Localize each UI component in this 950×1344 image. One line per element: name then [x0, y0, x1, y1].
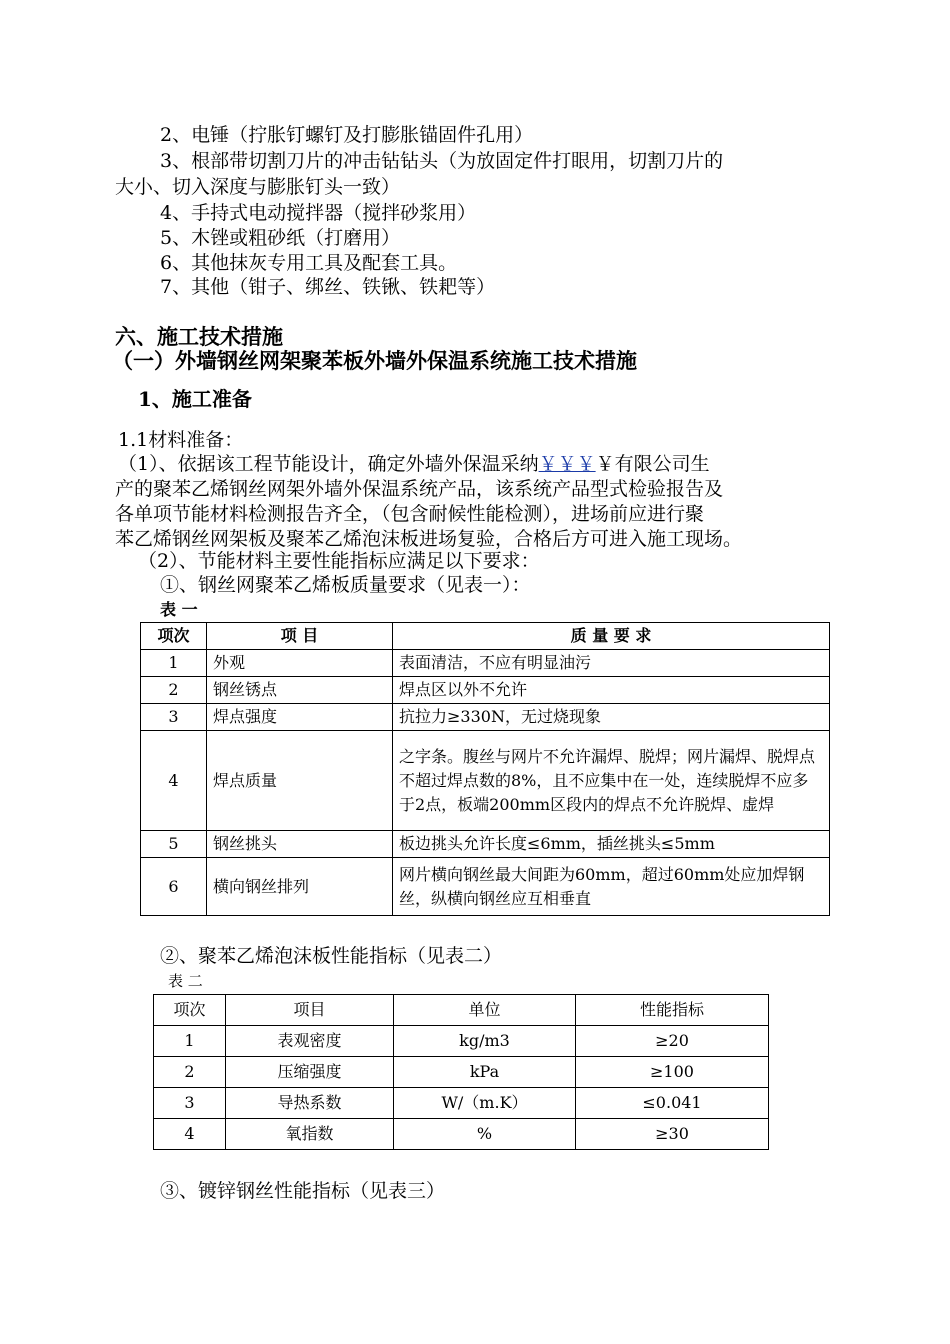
p1-end: ￥有限公司生 — [595, 453, 710, 475]
cell-no: 6 — [141, 858, 207, 916]
cell-value: ≥30 — [576, 1119, 769, 1150]
cell-no: 2 — [141, 677, 207, 704]
header-req: 质 量 要 求 — [393, 623, 830, 650]
cell-item: 压缩强度 — [226, 1057, 394, 1088]
requirement-1: ①、钢丝网聚苯乙烯板质量要求（见表一）： — [160, 574, 531, 596]
header-item: 项目 — [226, 995, 394, 1026]
cell-req: 网片横向钢丝最大间距为60mm，超过60mm处应加焊钢丝，纵横向钢丝应互相垂直 — [393, 858, 830, 916]
cell-req: 表面清洁，不应有明显油污 — [393, 650, 830, 677]
subsection-heading: （一）外墙钢丝网架聚苯板外墙外保温系统施工技术措施 — [112, 348, 637, 373]
cell-req: 抗拉力≥330N，无过烧现象 — [393, 704, 830, 731]
table-row — [141, 650, 830, 677]
table-row — [141, 704, 830, 731]
table-row — [154, 1088, 769, 1119]
cell-req: 焊点区以外不允许 — [393, 677, 830, 704]
table-row — [141, 858, 830, 916]
cell-unit: % — [394, 1119, 576, 1150]
cell-item: 焊点质量 — [207, 731, 393, 831]
section-heading: 六、施工技术措施 — [115, 324, 283, 349]
cell-item: 表观密度 — [226, 1026, 394, 1057]
cell-no: 2 — [154, 1057, 226, 1088]
cell-no: 1 — [154, 1026, 226, 1057]
cell-value: ≥100 — [576, 1057, 769, 1088]
material-paragraph-1c: 各单项节能材料检测报告齐全，（包含耐候性能检测），进场前应进行聚 — [115, 503, 705, 525]
table-row — [154, 1119, 769, 1150]
table-2 — [153, 994, 769, 1150]
cell-item: 横向钢丝排列 — [207, 858, 393, 916]
table-row — [141, 831, 830, 858]
material-paragraph-1d: 苯乙烯钢丝网架板及聚苯乙烯泡沫板进场复验，合格后方可进入施工现场。 — [115, 528, 743, 550]
cell-req: 板边挑头允许长度≤6mm，插丝挑头≤5mm — [393, 831, 830, 858]
cell-item: 导热系数 — [226, 1088, 394, 1119]
cell-item: 外观 — [207, 650, 393, 677]
header-item: 项 目 — [207, 623, 393, 650]
cell-unit: kg/m3 — [394, 1026, 576, 1057]
cell-no: 3 — [154, 1088, 226, 1119]
table-header-row — [141, 623, 830, 650]
cell-no: 3 — [141, 704, 207, 731]
tool-item-2: 2、电锤（拧胀钉螺钉及打膨胀锚固件孔用） — [160, 124, 534, 146]
cell-no: 4 — [154, 1119, 226, 1150]
prep-heading: 1、施工准备 — [138, 387, 252, 411]
cell-no: 1 — [141, 650, 207, 677]
tool-item-7: 7、其他（钳子、绑丝、铁锹、铁耙等） — [160, 276, 496, 298]
table-row — [141, 731, 830, 831]
cell-no: 5 — [141, 831, 207, 858]
header-unit: 单位 — [394, 995, 576, 1026]
p1-start: （1）、依据该工程节能设计，确定外墙外保温采纳 — [118, 453, 539, 475]
cell-value: ≤0.041 — [576, 1088, 769, 1119]
header-no: 项次 — [141, 623, 207, 650]
cell-item: 氧指数 — [226, 1119, 394, 1150]
tool-item-4: 4、手持式电动搅拌器（搅拌砂浆用） — [160, 202, 477, 224]
cell-unit: W/（m.K） — [394, 1088, 576, 1119]
tool-item-3-cont: 大小、切入深度与膨胀钉头一致） — [115, 176, 401, 198]
material-paragraph-2: （2）、节能材料主要性能指标应满足以下要求： — [138, 550, 540, 572]
cell-item: 钢丝锈点 — [207, 677, 393, 704]
tool-item-3: 3、根部带切割刀片的冲击钻钻头（为放固定件打眼用，切割刀片的 — [160, 150, 724, 172]
header-value: 性能指标 — [576, 995, 769, 1026]
tool-item-5: 5、木锉或粗砂纸（打磨用） — [160, 227, 401, 249]
cell-item: 钢丝挑头 — [207, 831, 393, 858]
cell-value: ≥20 — [576, 1026, 769, 1057]
cell-unit: kPa — [394, 1057, 576, 1088]
supplier-link[interactable]: ￥￥￥ — [538, 453, 596, 475]
requirement-2: ②、聚苯乙烯泡沫板性能指标（见表二） — [160, 945, 503, 967]
table1-caption: 表 一 — [160, 600, 198, 619]
table-row — [154, 1026, 769, 1057]
material-paragraph-1b: 产的聚苯乙烯钢丝网架外墙外保温系统产品，该系统产品型式检验报告及 — [115, 478, 724, 500]
table2-caption: 表 二 — [168, 972, 203, 990]
requirement-3: ③、镀锌钢丝性能指标（见表三） — [160, 1180, 446, 1202]
table-row — [154, 1057, 769, 1088]
material-paragraph-1 — [118, 451, 710, 477]
tool-item-6: 6、其他抹灰专用工具及配套工具。 — [160, 252, 458, 274]
cell-req: 之字条。腹丝与网片不允许漏焊、脱焊；网片漏焊、脱焊点不超过焊点数的8%，且不应集中在一处，连续脱焊不应多于2点，板端200mm区段内的焊点不允许脱焊、虚焊 — [393, 731, 830, 831]
table-header-row — [154, 995, 769, 1026]
cell-item: 焊点强度 — [207, 704, 393, 731]
table-1 — [140, 622, 830, 916]
header-no: 项次 — [154, 995, 226, 1026]
cell-no: 4 — [141, 731, 207, 831]
table-row — [141, 677, 830, 704]
material-title: 1.1材料准备： — [118, 429, 244, 451]
